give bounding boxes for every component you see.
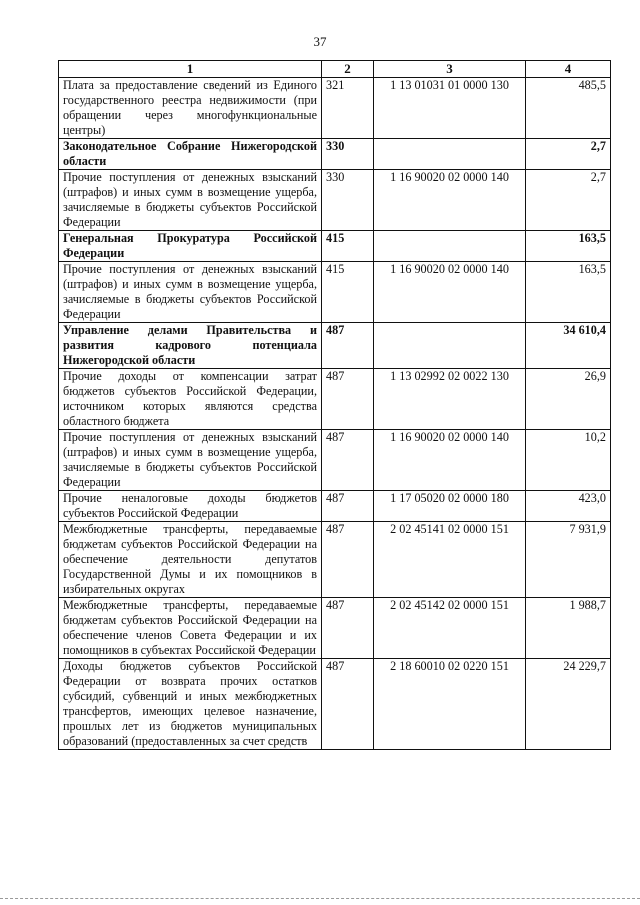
table-row <box>59 522 611 598</box>
table-row <box>59 659 611 750</box>
row-name-cell: Управление делами Правительства и развития кадрового потенциала Нижегородской области <box>59 323 322 369</box>
page-number: 37 <box>313 34 327 49</box>
table-header-row <box>59 61 611 78</box>
row-code-cell: 2 02 45141 02 0000 151 <box>374 522 526 598</box>
row-name-cell: Плата за предоставление сведений из Единого государственного реестра недвижимости (при обращении через многофункциональные центры) <box>59 78 322 139</box>
row-sum-cell: 7 931,9 <box>526 522 611 598</box>
row-name-cell: Законодательное Собрание Нижегородской области <box>59 139 322 170</box>
row-sum-cell: 485,5 <box>526 78 611 139</box>
row-name-cell: Прочие доходы от компенсации затрат бюджетов субъектов Российской Федерации, источником которых являются средства областного бюджета <box>59 369 322 430</box>
row-admin-cell: 487 <box>322 659 374 750</box>
table-row <box>59 369 611 430</box>
column-header-admin: 2 <box>322 61 374 78</box>
row-name-cell: Доходы бюджетов субъектов Российской Федерации от возврата прочих остатков субсидий, субвенций и иных межбюджетных трансфертов, имеющих целевое назначение, прошлых лет из бюджетов муниципальных образований (предоставленных за счет средств <box>59 659 322 750</box>
row-admin-cell: 330 <box>322 170 374 231</box>
row-name-cell: Генеральная Прокуратура Российской Федерации <box>59 231 322 262</box>
table-row <box>59 231 611 262</box>
row-sum-cell: 163,5 <box>526 231 611 262</box>
row-name-cell: Прочие неналоговые доходы бюджетов субъектов Российской Федерации <box>59 491 322 522</box>
row-name-cell: Прочие поступления от денежных взысканий (штрафов) и иных сумм в возмещение ущерба, зачисляемые в бюджеты субъектов Российской Федерации <box>59 430 322 491</box>
row-admin-cell: 415 <box>322 262 374 323</box>
column-header-name: 1 <box>59 61 322 78</box>
table-body <box>59 78 611 750</box>
row-code-cell: 1 13 01031 01 0000 130 <box>374 78 526 139</box>
row-code-cell <box>374 139 526 170</box>
row-name-cell: Межбюджетные трансферты, передаваемые бюджетам субъектов Российской Федерации на обеспечение членов Совета Федерации и их помощников в субъектах Российской Федерации <box>59 598 322 659</box>
row-admin-cell: 321 <box>322 78 374 139</box>
row-code-cell <box>374 323 526 369</box>
table-row <box>59 170 611 231</box>
row-sum-cell: 2,7 <box>526 139 611 170</box>
row-name-cell: Прочие поступления от денежных взысканий (штрафов) и иных сумм в возмещение ущерба, зачисляемые в бюджеты субъектов Российской Федерации <box>59 170 322 231</box>
row-code-cell: 1 16 90020 02 0000 140 <box>374 170 526 231</box>
row-sum-cell: 10,2 <box>526 430 611 491</box>
row-sum-cell: 423,0 <box>526 491 611 522</box>
row-code-cell: 2 02 45142 02 0000 151 <box>374 598 526 659</box>
bottom-edge-marks <box>0 898 640 901</box>
column-header-sum: 4 <box>526 61 611 78</box>
table-row <box>59 491 611 522</box>
row-name-cell: Прочие поступления от денежных взысканий (штрафов) и иных сумм в возмещение ущерба, зачисляемые в бюджеты субъектов Российской Федерации <box>59 262 322 323</box>
row-admin-cell: 487 <box>322 369 374 430</box>
table-row <box>59 262 611 323</box>
row-code-cell: 1 17 05020 02 0000 180 <box>374 491 526 522</box>
row-code-cell: 1 16 90020 02 0000 140 <box>374 262 526 323</box>
row-admin-cell: 487 <box>322 522 374 598</box>
row-sum-cell: 1 988,7 <box>526 598 611 659</box>
row-sum-cell: 2,7 <box>526 170 611 231</box>
table-row <box>59 598 611 659</box>
row-sum-cell: 163,5 <box>526 262 611 323</box>
budget-revenue-table <box>58 60 611 750</box>
row-admin-cell: 487 <box>322 323 374 369</box>
row-admin-cell: 487 <box>322 430 374 491</box>
table-row <box>59 430 611 491</box>
row-code-cell: 1 13 02992 02 0022 130 <box>374 369 526 430</box>
row-sum-cell: 34 610,4 <box>526 323 611 369</box>
column-header-code: 3 <box>374 61 526 78</box>
table-row <box>59 139 611 170</box>
row-code-cell: 2 18 60010 02 0220 151 <box>374 659 526 750</box>
row-code-cell: 1 16 90020 02 0000 140 <box>374 430 526 491</box>
row-sum-cell: 26,9 <box>526 369 611 430</box>
row-admin-cell: 487 <box>322 491 374 522</box>
row-name-cell: Межбюджетные трансферты, передаваемые бюджетам субъектов Российской Федерации на обеспечение деятельности депутатов Государственной Думы и их помощников в избирательных округах <box>59 522 322 598</box>
row-sum-cell: 24 229,7 <box>526 659 611 750</box>
row-admin-cell: 487 <box>322 598 374 659</box>
row-admin-cell: 330 <box>322 139 374 170</box>
row-code-cell <box>374 231 526 262</box>
table-row <box>59 78 611 139</box>
row-admin-cell: 415 <box>322 231 374 262</box>
table-row <box>59 323 611 369</box>
